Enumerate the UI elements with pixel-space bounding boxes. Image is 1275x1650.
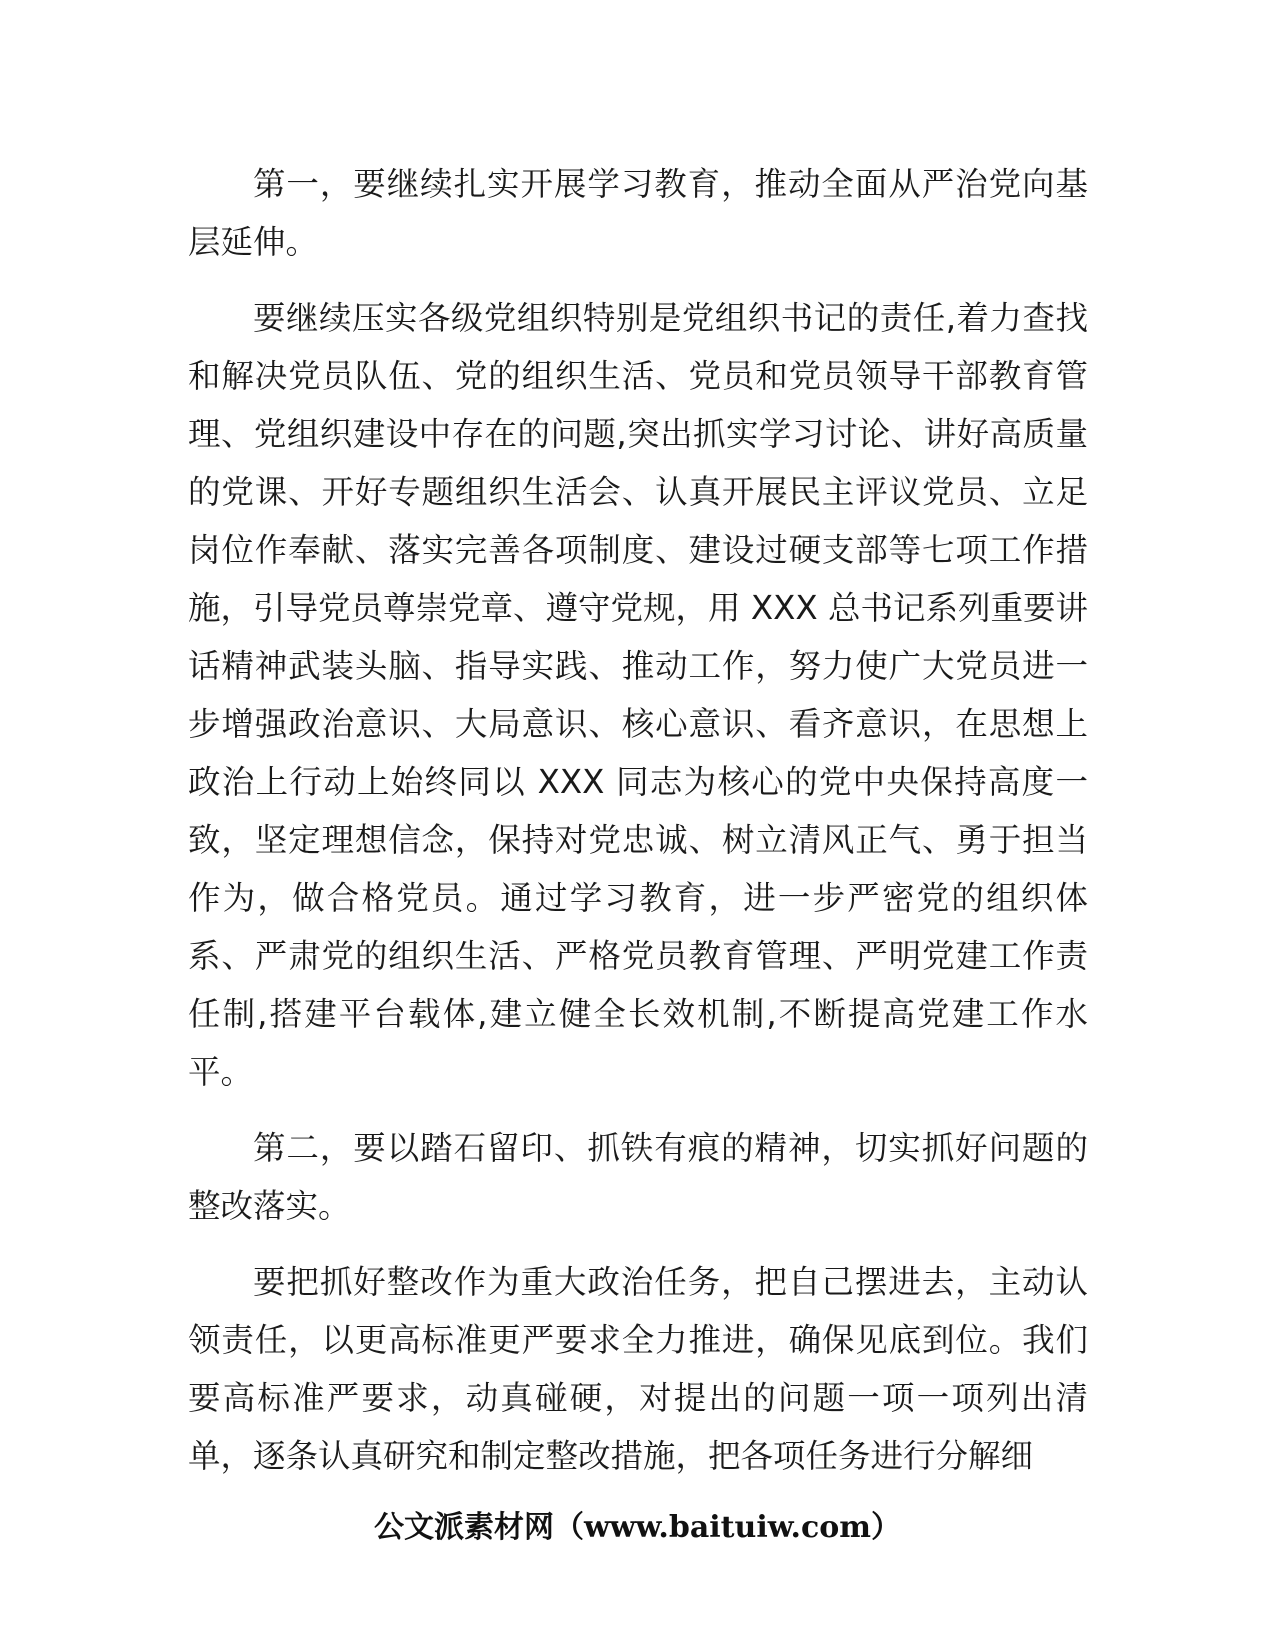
paragraph-body-2: 要把抓好整改作为重大政治任务，把自己摆进去，主动认领责任，以更高标准更严要求全力推进，确保见底到位。我们要高标准严要求，动真碰硬，对提出的问题一项一项列出清单，逐条认真研究和制定整改措施，把各项任务进行分解细 xyxy=(188,1263,1088,1475)
paragraph-heading-2: 第二，要以踏石留印、抓铁有痕的精神，切实抓好问题的整改落实。 xyxy=(188,1129,1088,1225)
paragraph-gap xyxy=(188,271,1088,289)
paragraph-gap xyxy=(188,1101,1088,1119)
document-body xyxy=(188,155,1088,1485)
footer-source-text: 公文派素材网（www.baituiw.com） xyxy=(373,1510,902,1545)
paragraph-gap xyxy=(188,1235,1088,1253)
paragraph-body-1: 要继续压实各级党组织特别是党组织书记的责任,着力查找和解决党员队伍、党的组织生活、党员和党员领导干部教育管理、党组织建设中存在的问题,突出抓实学习讨论、讲好高质量的党课、开好专题组织生活会、认真开展民主评议党员、立足岗位作奉献、落实完善各项制度、建设过硬支部等七项工作措施，引导党员尊崇党章、遵守党规，用 XXX 总书记系列重要讲话精神武装头脑、指导实践、推动工作，努力使广大党员进一步增强政治意识、大局意识、核心意识、看齐意识，在思想上政治上行动上始终同以 XXX 同志为核心的党中央保持高度一致，坚定理想信念，保持对党忠诚、树立清风正气、勇于担当作为，做合格党员。通过学习教育，进一步严密党的组织体系、严肃党的组织生活、严格党员教育管理、严明党建工作责任制,搭建平台载体,建立健全长效机制,不断提高党建工作水平。 xyxy=(188,299,1088,1091)
paragraph-heading-1: 第一，要继续扎实开展学习教育，推动全面从严治党向基层延伸。 xyxy=(188,165,1088,261)
